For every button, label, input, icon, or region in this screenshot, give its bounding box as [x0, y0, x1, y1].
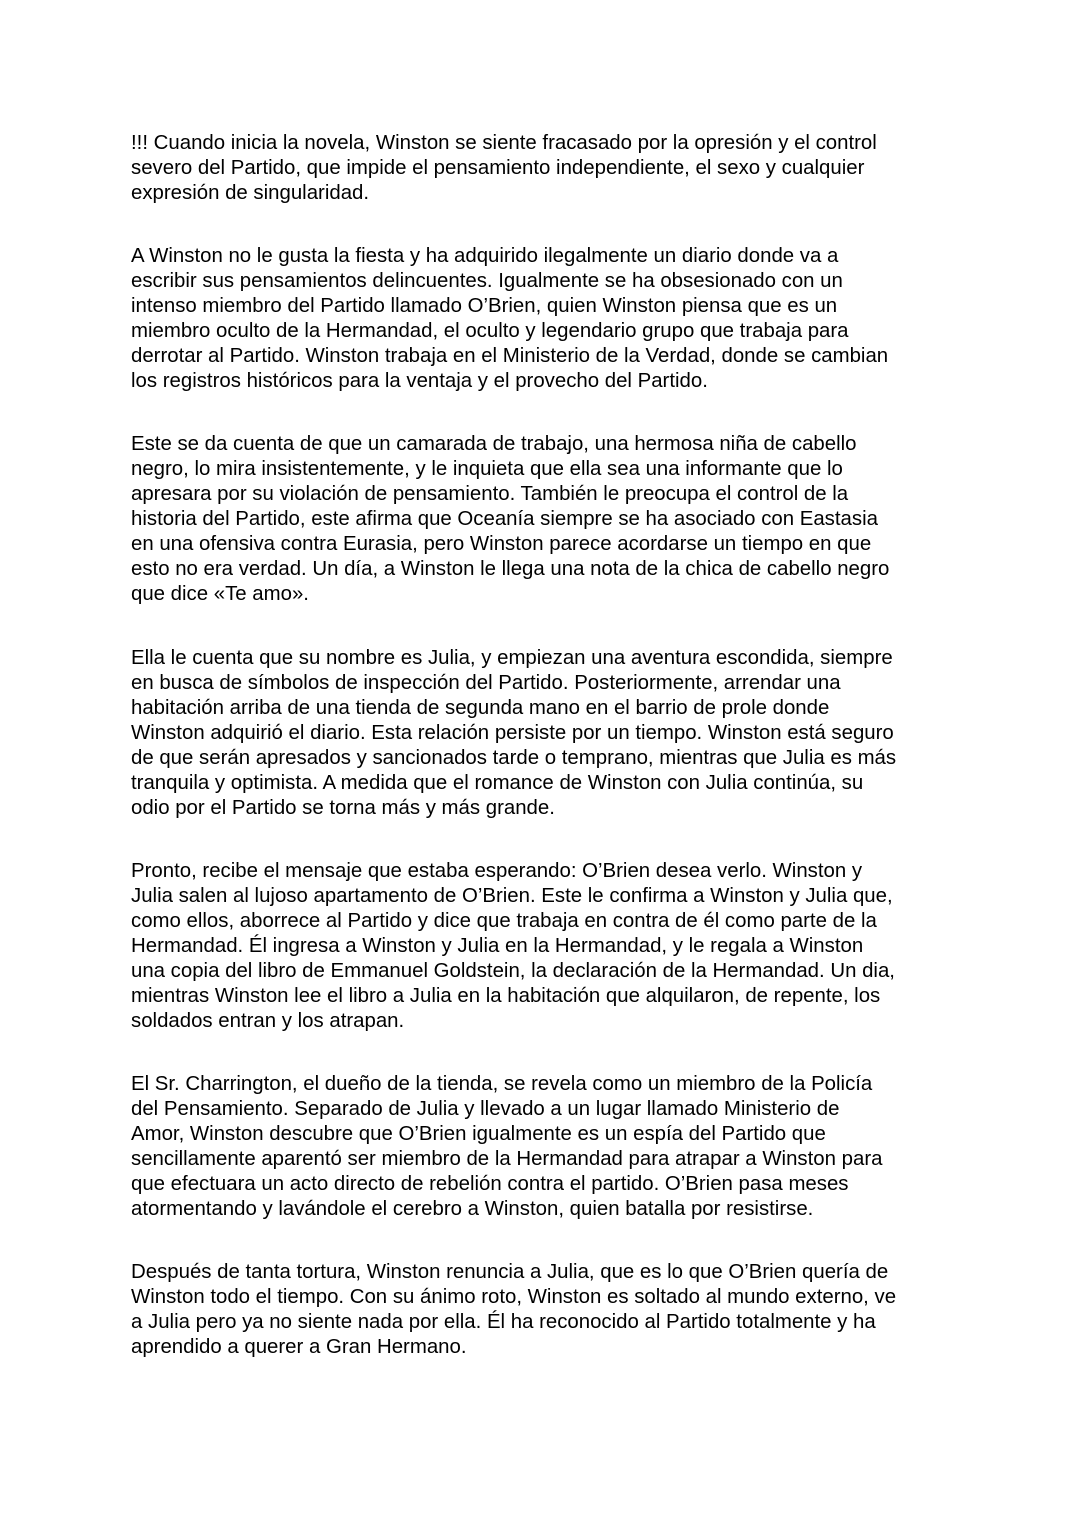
paragraph-opening: !!! Cuando inicia la novela, Winston se siente fracasado por la opresión y el control severo del Partido, que impide el pensamiento independiente, el sexo y cualquier expresión de singularidad.: [131, 132, 877, 204]
paragraph-obrien: Pronto, recibe el mensaje que estaba esperando: O’Brien desea verlo. Winston y Julia salen al lujoso apartamento de O’Brien. Este le confirma a Winston y Julia que, como ellos, aborrece al Partido y dice que trabaja en contra de él como parte de la Hermandad. Él ingresa a Winston y Julia en la Hermandad, y le regala a Winston una copia del libro de Emmanuel Goldstein, la declaración de la Hermandad. Un dia, mientras Winston lee el libro a Julia en la habitación que alquilaron, de repente, los soldados entran y los atrapan.: [131, 860, 895, 1032]
paragraph-charrington: El Sr. Charrington, el dueño de la tienda, se revela como un miembro de la Policía del Pensamiento. Separado de Julia y llevado a un lugar llamado Ministerio de Amor, Winston descubre que O’Brien igualmente es un espía del Partido que sencillamente aparentó ser miembro de la Hermandad para atrapar a Winston para que efectuara un acto directo de rebelión contra el partido. O’Brien pasa meses atormentando y lavándole el cerebro a Winston, quien batalla por resistirse.: [131, 1073, 883, 1220]
paragraph-diary: A Winston no le gusta la fiesta y ha adquirido ilegalmente un diario donde va a escribir sus pensamientos delincuentes. Igualmente se ha obsesionado con un intenso miembro del Partido llamado O’Brien, quien Winston piensa que es un miembro oculto de la Hermandad, el oculto y legendario grupo que trabaja para derrotar al Partido. Winston trabaja en el Ministerio de la Verdad, donde se cambian los registros históricos para la ventaja y el provecho del Partido.: [131, 245, 889, 392]
paragraph-julia: Ella le cuenta que su nombre es Julia, y empiezan una aventura escondida, siempre en busca de símbolos de inspección del Partido. Posteriormente, arrendar una habitación arriba de una tienda de segunda mano en el barrio de prole donde Winston adquirió el diario. Esta relación persiste por un tiempo. Winston está seguro de que serán apresados y sancionados tarde o temprano, mientras que Julia es más tranquila y optimista. A medida que el romance de Winston con Julia continúa, su odio por el Partido se torna más y más grande.: [131, 647, 897, 819]
paragraph-ending: Después de tanta tortura, Winston renuncia a Julia, que es lo que O’Brien quería de Winston todo el tiempo. Con su ánimo roto, Winston es soltado al mundo externo, ve a Julia pero ya no siente nada por ella. Él ha reconocido al Partido totalmente y ha aprendido a querer a Gran Hermano.: [131, 1261, 897, 1358]
paragraph-note: Este se da cuenta de que un camarada de trabajo, una hermosa niña de cabello negro, lo mira insistentemente, y le inquieta que ella sea una informante que lo apresara por su violación de pensamiento. También le preocupa el control de la historia del Partido, este afirma que Oceanía siempre se ha asociado con Eastasia en una ofensiva contra Eurasia, pero Winston parece acordarse un tiempo en que esto no era verdad. Un día, a Winston le llega una nota de la chica de cabello negro que dice «Te amo».: [131, 433, 890, 605]
